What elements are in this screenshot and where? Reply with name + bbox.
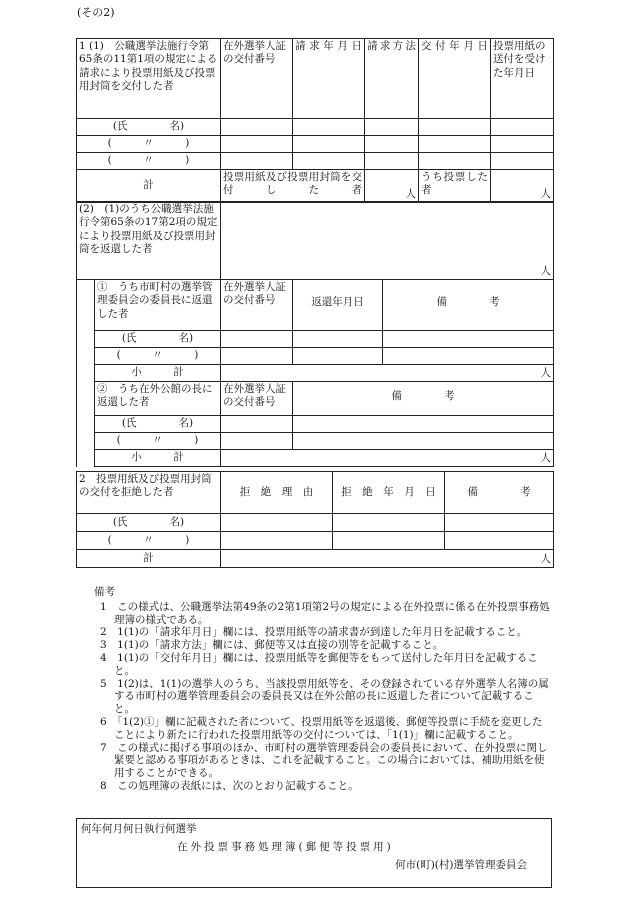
sub1-subtotal-row [77,365,554,382]
section2-table [76,201,554,467]
col-remarks: 備 考 [445,472,554,514]
sub2-title: ② うち在外公館の長に返還した者 [95,382,221,416]
row-ditto-label: ( 〃 ) [95,433,221,450]
col-request-method: 請求方法 [365,39,419,119]
notes-title: 備考 [94,586,115,598]
cover-example [76,818,552,888]
note-item: 7 この様式に掲げる事項のほか、市町村の選挙管理委員会の委員長において、在外投票に関し緊要と認める事項があるときは、これを記載すること。この場合においては、補助用紙を使用することができる。 [100,741,548,780]
row-ditto-label: ( 〃 ) [77,153,221,170]
row-ditto-label: ( 〃 ) [77,136,221,153]
section1-table [76,38,554,203]
table-row [77,514,554,532]
table-row [77,348,554,365]
unit-label: 人 [221,202,554,280]
col-card-number: 在外選挙人証の交付番号 [221,39,293,119]
subtotal-label: 計 [77,170,221,203]
col-card-number: 在外選挙人証の交付番号 [221,280,293,331]
section3-title: 2 投票用紙及び投票用封筒の交付を拒絶した者 [77,472,221,514]
section1-title: 1 (1) 公職選挙法施行令第65条の11第1項の規定による請求により投票用紙及び投票用封筒を交付した者 [77,39,221,119]
total-label: 計 [77,550,221,568]
col-remarks: 備 考 [293,382,554,416]
note-item: 2 1(1)の「請求年月日」欄には、投票用紙等の請求書が到達した年月日を記載すること。 [100,626,528,639]
voted-label: うち投票した者 [419,170,491,203]
section2-title: (2) (1)のうち公職選挙法施行令第65条の17第2項の規定により投票用紙及び投票用封筒を返還した者 [77,202,221,280]
row-name-label: (氏 名) [95,416,221,433]
cover-committee: 何市(町)(村)選挙管理委員会 [395,859,527,871]
subtotal-label: 小 計 [95,365,221,382]
table-row [77,416,554,433]
table-row [77,153,554,170]
sub2-subtotal-row [77,450,554,467]
table-row [77,331,554,348]
section3-total-row [77,550,554,568]
cover-title: 在外投票事務処理簿(郵便等投票用) [177,841,394,853]
cover-election-line: 何年何月何日執行何選挙 [81,823,197,835]
subtotal-label: 小 計 [95,450,221,467]
row-name-label: (氏 名) [77,119,221,136]
unit-label: 人 [365,170,419,203]
table-row [77,532,554,550]
row-ditto-label: ( 〃 ) [77,532,221,550]
row-ditto-label: ( 〃 ) [95,348,221,365]
col-date: 拒 絶 年 月 日 [333,472,445,514]
col-card-number: 在外選挙人証の交付番号 [221,382,293,416]
note-item: 8 この処理簿の表紙には、次のとおり記載すること。 [100,779,359,792]
row-name-label: (氏 名) [95,331,221,348]
sub1-title: ① うち市町村の選挙管理委員会の委員長に返還した者 [95,280,221,331]
col-reason: 拒 絶 理 由 [221,472,333,514]
unit-label: 人 [221,550,554,568]
unit-label: 人 [491,170,554,203]
col-send-date: 交付年月日 [419,39,491,119]
unit-label: 人 [221,365,554,382]
delivered-label: 投票用紙及び投票用封筒を交付した者 [221,170,365,203]
section1-total-row [77,170,554,203]
note-item: 4 1(1)の「交付年月日」欄には、投票用紙等を郵便等をもって送付した年月日を記載すること。 [100,651,538,677]
note-item: 6 「1(2)①」欄に記載された者について、投票用紙等を返還後、郵便等投票に手続を変更したことにより新たに行われた投票用紙等の交付については、「1(1)」欄に記載すること。 [100,715,543,741]
table-row [77,119,554,136]
col-request-date: 請求年月日 [293,39,365,119]
note-item: 3 1(1)の「請求方法」欄には、郵便等又は直接の別等を記載すること。 [100,639,444,652]
table-row [77,433,554,450]
unit-label: 人 [221,450,554,467]
col-return-date: 返還年月日 [293,280,383,331]
note-item: 5 1(2)は、1(1)の選挙人のうち、当該投票用紙等を、その登録されている存外選挙人名簿の属する市町村の選挙管理委員会の委員長又は在外公館の長に返還した者について記載すること。 [100,677,549,716]
page-label: (その2) [77,6,115,19]
table-row [77,136,554,153]
section3-table [76,471,554,568]
row-name-label: (氏 名) [77,514,221,532]
col-return-date: 投票用紙の送付を受けた年月日 [491,39,554,119]
notes [88,586,550,793]
note-item: 1 この様式は、公職選挙法第49条の2第1項第2号の規定による在外投票に係る在外投票事務処理簿の様式である。 [100,600,550,626]
col-remarks: 備 考 [383,280,554,331]
